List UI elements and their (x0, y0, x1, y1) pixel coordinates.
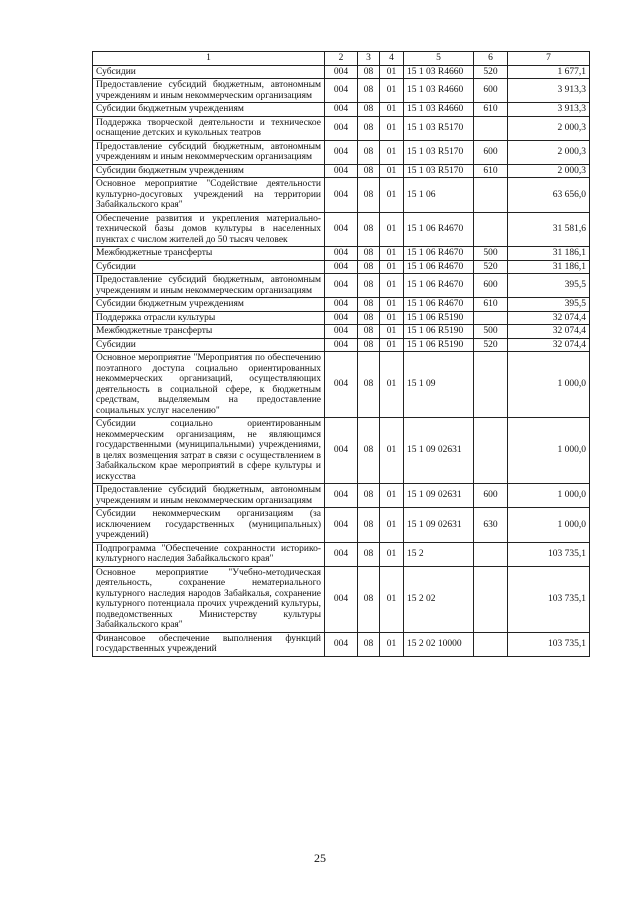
cell-ministry: 004 (325, 140, 358, 164)
cell-expense-type: 500 (474, 325, 508, 339)
cell-subsection: 01 (380, 298, 404, 312)
cell-subsection: 01 (380, 484, 404, 508)
budget-table (92, 51, 590, 657)
cell-amount: 1 000,0 (508, 418, 590, 484)
cell-subsection: 01 (380, 566, 404, 632)
cell-ministry: 004 (325, 178, 358, 213)
cell-ministry: 004 (325, 566, 358, 632)
cell-expense-type (474, 566, 508, 632)
cell-amount: 3 913,3 (508, 103, 590, 117)
cell-expense-type: 600 (474, 484, 508, 508)
cell-section: 08 (358, 566, 380, 632)
cell-section: 08 (358, 65, 380, 79)
cell-name: Основное мероприятие "Мероприятия по обеспечению поэтапного доступа социально ориентированных некоммерческих организаций, осуществляющих деятельность в социальной сфере, к бюджетным средствам, выделяемым на предоставление социальных услуг населению" (93, 352, 325, 418)
cell-ministry: 004 (325, 418, 358, 484)
cell-ministry: 004 (325, 116, 358, 140)
cell-name: Финансовое обеспечение выполнения функций государственных учреждений (93, 632, 325, 656)
cell-subsection: 01 (380, 247, 404, 261)
header-cell-7: 7 (508, 52, 590, 66)
cell-ministry: 004 (325, 298, 358, 312)
cell-expense-type (474, 178, 508, 213)
cell-target-article: 15 1 09 (404, 352, 474, 418)
cell-name: Субсидии бюджетным учреждениям (93, 164, 325, 178)
cell-ministry: 004 (325, 338, 358, 352)
cell-section: 08 (358, 542, 380, 566)
cell-name: Межбюджетные трансферты (93, 325, 325, 339)
cell-target-article: 15 1 06 R4670 (404, 298, 474, 312)
cell-ministry: 004 (325, 311, 358, 325)
cell-expense-type: 500 (474, 247, 508, 261)
cell-expense-type: 600 (474, 274, 508, 298)
cell-amount: 31 186,1 (508, 260, 590, 274)
cell-section: 08 (358, 508, 380, 543)
cell-amount: 1 000,0 (508, 352, 590, 418)
header-cell-3: 3 (358, 52, 380, 66)
cell-subsection: 01 (380, 140, 404, 164)
cell-target-article: 15 1 03 R5170 (404, 116, 474, 140)
cell-section: 08 (358, 212, 380, 247)
cell-ministry: 004 (325, 247, 358, 261)
cell-expense-type: 600 (474, 79, 508, 103)
cell-section: 08 (358, 164, 380, 178)
cell-section: 08 (358, 79, 380, 103)
cell-amount: 63 656,0 (508, 178, 590, 213)
cell-ministry: 004 (325, 484, 358, 508)
cell-target-article: 15 1 06 R4670 (404, 260, 474, 274)
cell-section: 08 (358, 325, 380, 339)
cell-section: 08 (358, 418, 380, 484)
cell-amount: 2 000,3 (508, 116, 590, 140)
cell-section: 08 (358, 116, 380, 140)
cell-amount: 103 735,1 (508, 566, 590, 632)
cell-name: Субсидии бюджетным учреждениям (93, 298, 325, 312)
cell-name: Поддержка отрасли культуры (93, 311, 325, 325)
cell-section: 08 (358, 484, 380, 508)
cell-target-article: 15 2 (404, 542, 474, 566)
cell-amount: 32 074,4 (508, 325, 590, 339)
cell-target-article: 15 1 03 R4660 (404, 79, 474, 103)
table-row (93, 140, 590, 164)
cell-name: Подпрограмма "Обеспечение сохранности историко-культурного наследия Забайкальского края" (93, 542, 325, 566)
cell-ministry: 004 (325, 632, 358, 656)
table-row (93, 352, 590, 418)
cell-section: 08 (358, 632, 380, 656)
cell-target-article: 15 1 03 R5170 (404, 140, 474, 164)
cell-amount: 32 074,4 (508, 311, 590, 325)
cell-section: 08 (358, 260, 380, 274)
cell-section: 08 (358, 298, 380, 312)
table-row (93, 103, 590, 117)
cell-target-article: 15 1 06 R5190 (404, 311, 474, 325)
cell-amount: 103 735,1 (508, 542, 590, 566)
cell-subsection: 01 (380, 260, 404, 274)
cell-name: Субсидии некоммерческим организациям (за исключением государственных (муниципальных) учреждений) (93, 508, 325, 543)
cell-subsection: 01 (380, 352, 404, 418)
cell-subsection: 01 (380, 164, 404, 178)
cell-amount: 31 186,1 (508, 247, 590, 261)
table-row (93, 566, 590, 632)
cell-subsection: 01 (380, 632, 404, 656)
cell-name: Межбюджетные трансферты (93, 247, 325, 261)
page-number: 25 (314, 851, 326, 865)
cell-amount: 1 000,0 (508, 508, 590, 543)
cell-section: 08 (358, 247, 380, 261)
cell-section: 08 (358, 178, 380, 213)
cell-expense-type (474, 418, 508, 484)
header-row (93, 52, 590, 66)
cell-subsection: 01 (380, 79, 404, 103)
cell-target-article: 15 1 03 R4660 (404, 103, 474, 117)
cell-target-article: 15 1 09 02631 (404, 508, 474, 543)
cell-ministry: 004 (325, 260, 358, 274)
cell-expense-type: 520 (474, 338, 508, 352)
cell-section: 08 (358, 352, 380, 418)
cell-expense-type (474, 212, 508, 247)
table-row (93, 325, 590, 339)
cell-expense-type (474, 311, 508, 325)
cell-expense-type: 520 (474, 260, 508, 274)
cell-amount: 32 074,4 (508, 338, 590, 352)
table-row (93, 298, 590, 312)
cell-name: Поддержка творческой деятельности и техническое оснащение детских и кукольных театров (93, 116, 325, 140)
table-row (93, 178, 590, 213)
cell-subsection: 01 (380, 178, 404, 213)
cell-target-article: 15 2 02 10000 (404, 632, 474, 656)
cell-name: Предоставление субсидий бюджетным, автономным учреждениям и иным некоммерческим организациям (93, 79, 325, 103)
cell-target-article: 15 1 06 (404, 178, 474, 213)
cell-target-article: 15 1 06 R5190 (404, 325, 474, 339)
cell-amount: 3 913,3 (508, 79, 590, 103)
cell-target-article: 15 1 09 02631 (404, 418, 474, 484)
table-row (93, 274, 590, 298)
cell-ministry: 004 (325, 352, 358, 418)
header-cell-1: 1 (93, 52, 325, 66)
cell-subsection: 01 (380, 338, 404, 352)
cell-subsection: 01 (380, 311, 404, 325)
cell-name: Субсидии (93, 65, 325, 79)
cell-target-article: 15 1 06 R4670 (404, 212, 474, 247)
table-row (93, 542, 590, 566)
cell-ministry: 004 (325, 212, 358, 247)
cell-amount: 103 735,1 (508, 632, 590, 656)
cell-subsection: 01 (380, 65, 404, 79)
cell-target-article: 15 1 09 02631 (404, 484, 474, 508)
table-row (93, 247, 590, 261)
cell-name: Основное мероприятие "Содействие деятельности культурно-досуговых учреждений на территории Забайкальского края" (93, 178, 325, 213)
cell-expense-type (474, 542, 508, 566)
cell-ministry: 004 (325, 79, 358, 103)
table-row (93, 632, 590, 656)
cell-section: 08 (358, 103, 380, 117)
cell-ministry: 004 (325, 164, 358, 178)
cell-amount: 2 000,3 (508, 140, 590, 164)
table-row (93, 65, 590, 79)
cell-ministry: 004 (325, 274, 358, 298)
cell-expense-type (474, 352, 508, 418)
table-body (93, 65, 590, 656)
cell-ministry: 004 (325, 65, 358, 79)
cell-expense-type (474, 632, 508, 656)
cell-section: 08 (358, 311, 380, 325)
table-row (93, 79, 590, 103)
cell-expense-type: 610 (474, 298, 508, 312)
cell-section: 08 (358, 338, 380, 352)
cell-amount: 2 000,3 (508, 164, 590, 178)
cell-name: Предоставление субсидий бюджетным, автономным учреждениям и иным некоммерческим организациям (93, 140, 325, 164)
cell-subsection: 01 (380, 418, 404, 484)
cell-amount: 1 677,1 (508, 65, 590, 79)
cell-amount: 1 000,0 (508, 484, 590, 508)
cell-expense-type: 520 (474, 65, 508, 79)
cell-target-article: 15 1 03 R4660 (404, 65, 474, 79)
cell-subsection: 01 (380, 508, 404, 543)
cell-subsection: 01 (380, 116, 404, 140)
cell-subsection: 01 (380, 274, 404, 298)
cell-target-article: 15 1 03 R5170 (404, 164, 474, 178)
cell-name: Предоставление субсидий бюджетным, автономным учреждениям и иным некоммерческим организациям (93, 274, 325, 298)
cell-target-article: 15 1 06 R5190 (404, 338, 474, 352)
table-row (93, 311, 590, 325)
header-cell-6: 6 (474, 52, 508, 66)
cell-ministry: 004 (325, 325, 358, 339)
table-row (93, 260, 590, 274)
cell-target-article: 15 1 06 R4670 (404, 274, 474, 298)
table-row (93, 484, 590, 508)
cell-section: 08 (358, 140, 380, 164)
cell-ministry: 004 (325, 542, 358, 566)
cell-expense-type: 630 (474, 508, 508, 543)
table-row (93, 338, 590, 352)
cell-name: Субсидии социально ориентированным некоммерческим организациям, не являющимся государственными (муниципальными) учреждениями, в целях возмещения затрат в связи с осуществлением в Забайкальском крае мероприятий в сфере культуры и искусства (93, 418, 325, 484)
cell-target-article: 15 2 02 (404, 566, 474, 632)
cell-name: Субсидии (93, 260, 325, 274)
cell-target-article: 15 1 06 R4670 (404, 247, 474, 261)
table-row (93, 212, 590, 247)
cell-expense-type: 610 (474, 164, 508, 178)
cell-ministry: 004 (325, 508, 358, 543)
cell-amount: 395,5 (508, 298, 590, 312)
cell-amount: 395,5 (508, 274, 590, 298)
cell-name: Основное мероприятие "Учебно-методическая деятельность, сохранение нематериального культурного наследия народов Забайкалья, сохранение культурного потенциала прочих учреждений культуры, подведомственных Министерству культуры Забайкальского края" (93, 566, 325, 632)
cell-subsection: 01 (380, 212, 404, 247)
cell-name: Субсидии (93, 338, 325, 352)
cell-name: Субсидии бюджетным учреждениям (93, 103, 325, 117)
cell-expense-type (474, 116, 508, 140)
header-cell-5: 5 (404, 52, 474, 66)
table-row (93, 508, 590, 543)
cell-section: 08 (358, 274, 380, 298)
cell-name: Предоставление субсидий бюджетным, автономным учреждениям и иным некоммерческим организациям (93, 484, 325, 508)
table-row (93, 116, 590, 140)
cell-subsection: 01 (380, 542, 404, 566)
cell-amount: 31 581,6 (508, 212, 590, 247)
table-row (93, 418, 590, 484)
table-row (93, 164, 590, 178)
cell-ministry: 004 (325, 103, 358, 117)
header-cell-4: 4 (380, 52, 404, 66)
cell-name: Обеспечение развития и укрепления материально-технической базы домов культуры в населенных пунктах с числом жителей до 50 тысяч человек (93, 212, 325, 247)
cell-expense-type: 610 (474, 103, 508, 117)
header-cell-2: 2 (325, 52, 358, 66)
cell-subsection: 01 (380, 103, 404, 117)
cell-expense-type: 600 (474, 140, 508, 164)
cell-subsection: 01 (380, 325, 404, 339)
